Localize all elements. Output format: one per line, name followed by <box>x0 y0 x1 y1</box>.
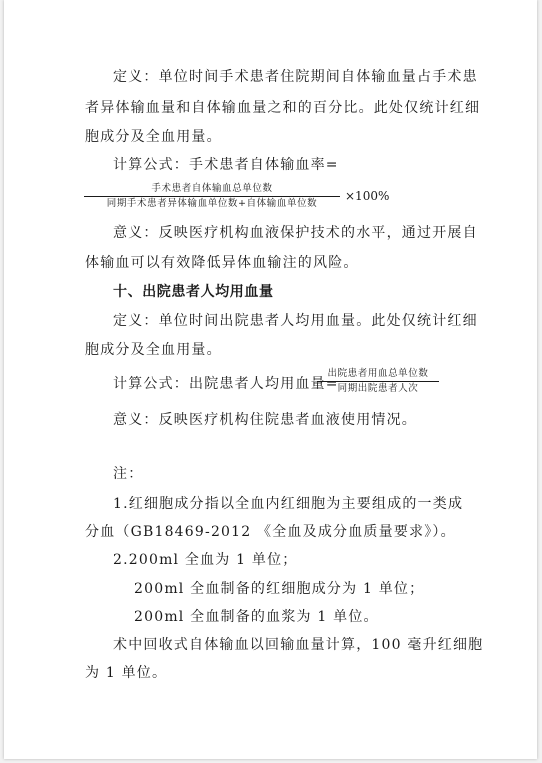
note2-line2: 200ml 全血制备的红细胞成分为 1 单位； <box>134 581 425 597</box>
sec9-formula-multiplier: ×100% <box>345 189 390 203</box>
note2-line3: 200ml 全血制备的血浆为 1 单位。 <box>134 609 379 625</box>
sec10-meaning: 意义：反映医疗机构住院患者血液使用情况。 <box>113 412 417 428</box>
sec10-definition-line2: 胞成分及全血用量。 <box>85 342 222 358</box>
sec9-formula-fraction <box>84 183 340 210</box>
sec10-formula-label: 计算公式：出院患者人均用血量= <box>113 376 339 392</box>
sec9-meaning-line2: 体输血可以有效降低异体血输注的风险。 <box>85 255 359 271</box>
notes-title: 注： <box>113 466 144 482</box>
note1-line2: 分血（GB18469-2012 《全血及成分血质量要求》）。 <box>85 524 456 540</box>
sec10-formula-fraction <box>317 368 439 395</box>
document-page <box>4 0 537 759</box>
sec10-formula-numerator: 出院患者用血总单位数 <box>327 368 429 379</box>
sec10-heading: 十、出院患者人均用血量 <box>113 284 274 300</box>
sec10-formula-denominator: 同期出院患者人次 <box>337 383 419 394</box>
sec9-formula-label: 计算公式：手术患者自体输血率= <box>113 157 339 173</box>
sec9-definition-line1: 定义：单位时间手术患者住院期间自体输血量占手术患 <box>113 69 478 85</box>
note1-line1: 1.红细胞成分指以全血内红细胞为主要组成的一类成 <box>113 496 464 512</box>
sec9-meaning-line1: 意义：反映医疗机构血液保护技术的水平，通过开展自 <box>113 225 478 241</box>
sec9-formula-denominator: 同期手术患者异体输血单位数+自体输血单位数 <box>106 198 318 209</box>
note3-line2: 为 1 单位。 <box>85 665 168 681</box>
sec9-definition-line3: 胞成分及全血用量。 <box>85 129 222 145</box>
note2-line1: 2.200ml 全血为 1 单位； <box>113 552 298 568</box>
sec10-definition-line1: 定义：单位时间出院患者人均用血量。此处仅统计红细 <box>113 313 478 329</box>
sec9-definition-line2: 者异体输血量和自体输血量之和的百分比。此处仅统计红细 <box>85 100 481 116</box>
fraction-bar <box>317 381 439 382</box>
sec9-formula-numerator: 手术患者自体输血总单位数 <box>151 183 273 194</box>
fraction-bar <box>84 196 340 197</box>
note3-line1: 术中回收式自体输血以回输血量计算，100 毫升红细胞 <box>113 637 484 653</box>
